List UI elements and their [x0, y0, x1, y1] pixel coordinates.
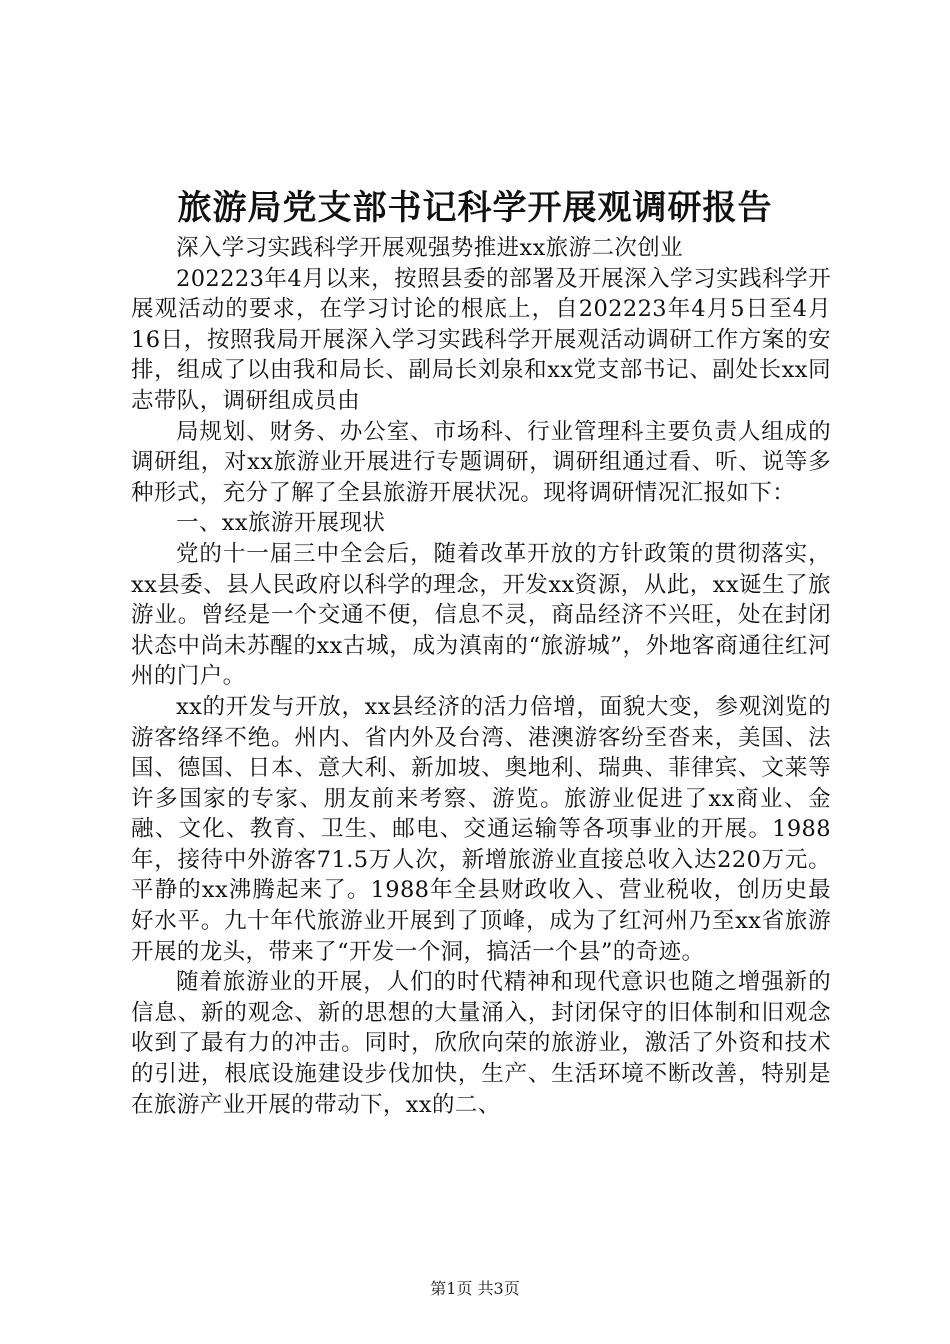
intro-paragraph: 202223年4月以来，按照县委的部署及开展深入学习实践科学开展观活动的要求，在学习讨论的根底上，自202223年4月5日至4月16日，按照我局开展深入学习实践科学开展观活动调研工作方案的安排，组成了以由我和局长、副局长刘泉和xx党支部书记、副处长xx同志带队，调研组成员由	[131, 265, 831, 414]
section-heading: 一、xx旅游开展现状	[176, 510, 386, 537]
document-body	[131, 233, 831, 1120]
impact-paragraph: 随着旅游业的开展，人们的时代精神和现代意识也随之增强新的信息、新的观念、新的思想的大量涌入，封闭保守的旧体制和旧观念收到了最有力的冲击。同时，欣欣向荣的旅游业，激活了外资和技术的引进，根底设施建设步伐加快，生产、生活环境不断改善，特别是在旅游产业开展的带动下，xx的二、	[131, 969, 831, 1118]
team-paragraph: 局规划、财务、办公室、市场科、行业管理科主要负责人组成的调研组，对xx旅游业开展进行专题调研，调研组通过看、听、说等多种形式，充分了解了全县旅游开展状况。现将调研情况汇报如下：	[131, 418, 831, 506]
page-number: 第1页 共3页	[430, 1279, 520, 1298]
document-title: 旅游局党支部书记科学开展观调研报告	[177, 188, 773, 228]
history-paragraph: 党的十一届三中全会后，随着改革开放的方针政策的贯彻落实，xx县委、县人民政府以科学的理念，开发xx资源，从此，xx诞生了旅游业。曾经是一个交通不便，信息不灵，商品经济不兴旺，处在封闭状态中尚未苏醒的xx古城，成为滇南的“旅游城”，外地客商通往红河州的门户。	[131, 540, 831, 690]
subtitle-paragraph: 深入学习实践科学开展观强势推进xx旅游二次创业	[176, 235, 684, 261]
development-paragraph: xx的开发与开放，xx县经济的活力倍增，面貌大变，参观浏览的游客络绎不绝。州内、省内外及台湾、港澳游客纷至沓来，美国、法国、德国、日本、意大利、新加坡、奥地利、瑞典、菲律宾、文莱等许多国家的专家、朋友前来考察、游览。旅游业促进了xx商业、金融、文化、教育、卫生、邮电、交通运输等各项事业的开展。1988年，接待中外游客71.5万人次，新增旅游业直接总收入达220万元。平静的xx沸腾起来了。1988年全县财政收入、营业税收，创历史最好水平。九十年代旅游业开展到了顶峰，成为了红河州乃至xx省旅游开展的龙头，带来了“开发一个洞，搞活一个县”的奇迹。	[131, 693, 831, 965]
